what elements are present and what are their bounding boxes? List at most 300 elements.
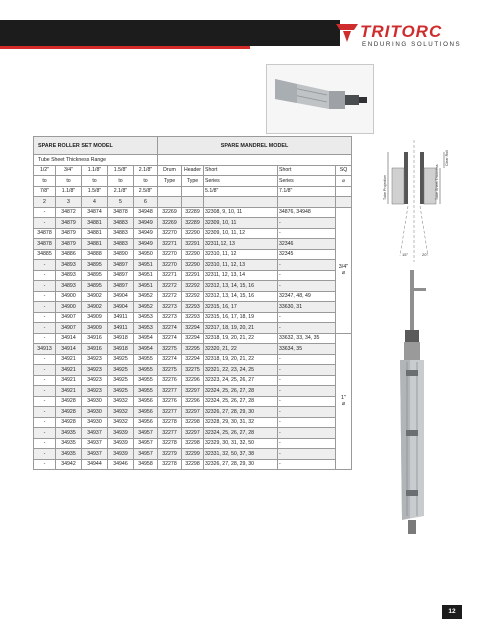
table-cell: -: [278, 438, 336, 449]
table-cell: 32315, 16, 17: [204, 302, 278, 313]
table-cell: 32295: [182, 344, 204, 355]
sq-size-label: 3/4": [338, 264, 349, 270]
table-cell: 34939: [108, 449, 134, 460]
table-cell: 34952: [134, 291, 158, 302]
table-cell: -: [34, 281, 56, 292]
table-row: [34, 218, 352, 229]
table-row: [34, 396, 352, 407]
table-cell: 33630, 31: [278, 302, 336, 313]
table-cell: 32275: [158, 365, 182, 376]
table-cell: 34893: [56, 260, 82, 271]
table-cell: 34900: [56, 302, 82, 313]
table-cell: 32275: [158, 344, 182, 355]
range-start: 1.1/8": [82, 165, 108, 176]
table-cell: 32321, 22, 23, 24, 25: [204, 365, 278, 376]
clear-roll-label: Clear Roll: [445, 150, 449, 166]
table-cell: 34953: [134, 323, 158, 334]
col-number: 5: [108, 197, 134, 208]
table-cell: 34958: [134, 459, 158, 470]
table-cell: 34925: [108, 386, 134, 397]
tube-expander-tool: [374, 270, 450, 538]
table-cell: -: [278, 218, 336, 229]
table-cell: 34939: [108, 428, 134, 439]
table-cell: 34953: [134, 312, 158, 323]
table-cell: 32347, 48, 49: [278, 291, 336, 302]
series-header: Series: [278, 176, 336, 187]
table-cell: 32298: [182, 417, 204, 428]
table-cell: 32318, 19, 20, 21, 22: [204, 333, 278, 344]
short-header: Short: [204, 165, 278, 176]
angle-right-label: 20°: [422, 252, 429, 257]
table-cell: -: [278, 354, 336, 365]
table-cell: 32297: [182, 428, 204, 439]
table-cell: -: [278, 459, 336, 470]
table-cell: -: [34, 333, 56, 344]
table-cell: 32298: [182, 459, 204, 470]
table-cell: 32290: [182, 260, 204, 271]
table-row: [34, 365, 352, 376]
table-row: [34, 312, 352, 323]
type-header: Type: [182, 176, 204, 187]
table-cell: 34932: [108, 407, 134, 418]
mandrel-header-spacer: [158, 155, 352, 166]
table-cell: -: [34, 323, 56, 334]
table-cell: 32274: [158, 354, 182, 365]
table-row: [34, 438, 352, 449]
brand-tagline: ENDURING SOLUTIONS: [362, 41, 462, 48]
table-cell: 34944: [82, 459, 108, 470]
table-cell: -: [34, 260, 56, 271]
table-cell: 34925: [108, 354, 134, 365]
table-cell: 34893: [56, 281, 82, 292]
table-cell: -: [278, 365, 336, 376]
drum-header: Drum: [158, 165, 182, 176]
table-cell: 32272: [158, 291, 182, 302]
table-cell: 32312, 13, 14, 15, 16: [204, 281, 278, 292]
table-cell: 34928: [56, 407, 82, 418]
table-cell: 32289: [182, 218, 204, 229]
table-cell: -: [34, 407, 56, 418]
table-cell: 34954: [134, 333, 158, 344]
table-cell: 34879: [56, 228, 82, 239]
table-cell: 34916: [82, 344, 108, 355]
table-row: [34, 428, 352, 439]
table-cell: -: [34, 291, 56, 302]
table-cell: -: [278, 323, 336, 334]
table-cell: 32276: [158, 375, 182, 386]
table-row: [34, 344, 352, 355]
table-cell: 34921: [56, 386, 82, 397]
table-cell: 34921: [56, 354, 82, 365]
table-row: [34, 207, 352, 218]
header-header: Header: [182, 165, 204, 176]
table-cell: 32290: [182, 228, 204, 239]
table-cell: 32308, 9, 10, 11: [204, 207, 278, 218]
table-cell: 34911: [108, 312, 134, 323]
product-photo: [266, 64, 374, 134]
table-cell: 34876, 34948: [278, 207, 336, 218]
tritorc-logo-icon: [336, 24, 358, 42]
table-cell: 32294: [182, 323, 204, 334]
table-cell: 34872: [56, 207, 82, 218]
spare-mandrel-header: SPARE MANDREL MODEL: [158, 137, 352, 155]
table-cell: 34956: [134, 417, 158, 428]
table-cell: -: [278, 270, 336, 281]
table-row: [34, 333, 352, 344]
table-cell: 32275: [182, 365, 204, 376]
sq-header: SQ: [336, 165, 352, 176]
table-cell: 34902: [82, 291, 108, 302]
table-cell: 34923: [82, 386, 108, 397]
table-cell: 32331, 32, 50, 37, 38: [204, 449, 278, 460]
table-cell: 34886: [56, 249, 82, 260]
table-cell: 34930: [82, 396, 108, 407]
table-cell: 34897: [108, 270, 134, 281]
table-row: [34, 249, 352, 260]
table-cell: 32323, 24, 25, 26, 27: [204, 375, 278, 386]
table-cell: 32269: [158, 218, 182, 229]
table-cell: 32296: [182, 396, 204, 407]
tube-rolling-diagram: [378, 136, 450, 266]
table-cell: -: [34, 302, 56, 313]
table-row: [34, 260, 352, 271]
table-cell: 32320, 21, 22: [204, 344, 278, 355]
range-end: 1.5/8": [82, 186, 108, 197]
sq-size-cell: [336, 333, 352, 470]
table-cell: 34935: [56, 428, 82, 439]
table-cell: 34895: [82, 270, 108, 281]
table-cell: 32324, 25, 26, 27, 28: [204, 386, 278, 397]
table-cell: 32277: [158, 386, 182, 397]
table-cell: 34948: [134, 207, 158, 218]
table-row: [34, 302, 352, 313]
model-table: [33, 136, 352, 470]
tube-expander-photo: [267, 65, 373, 133]
table-cell: 32273: [158, 312, 182, 323]
range-end: 1.1/8": [56, 186, 82, 197]
table-row: [34, 375, 352, 386]
range-to: to: [34, 176, 56, 187]
sq-symbol: ⌀: [336, 176, 352, 187]
table-cell: 32345: [278, 249, 336, 260]
table-cell: 34946: [108, 459, 134, 470]
spare-roller-header: SPARE ROLLER SET MODEL: [34, 137, 158, 155]
range-start: 1.5/8": [108, 165, 134, 176]
series-size: 5.1/8": [204, 186, 278, 197]
table-cell: 34937: [82, 449, 108, 460]
type-header: Type: [158, 176, 182, 187]
table-cell: 34881: [82, 228, 108, 239]
table-cell: 34874: [82, 207, 108, 218]
brand-name: TRITORC: [360, 22, 443, 41]
table-row: [34, 239, 352, 250]
table-cell: 32318, 19, 20, 21, 22: [204, 354, 278, 365]
sq-size-label: 1": [341, 395, 346, 402]
page-number: 12: [442, 605, 462, 619]
table-cell: 32293: [182, 302, 204, 313]
tube-sheet-thickness-label: Tube Sheet Thickness: [435, 164, 439, 200]
table-cell: 34939: [108, 438, 134, 449]
table-cell: 32309, 10, 11, 12: [204, 228, 278, 239]
table-cell: 34935: [56, 438, 82, 449]
table-cell: 34881: [82, 239, 108, 250]
angle-left-label: 15°: [402, 252, 409, 257]
table-cell: 34913: [34, 344, 56, 355]
sq-size-cell: [336, 207, 352, 333]
table-cell: 32293: [182, 312, 204, 323]
table-cell: 34879: [56, 239, 82, 250]
table-cell: 34909: [82, 312, 108, 323]
table-cell: 34942: [56, 459, 82, 470]
table-cell: -: [278, 386, 336, 397]
empty-cell: [336, 186, 352, 197]
table-cell: 32315, 16, 17, 18, 19: [204, 312, 278, 323]
table-cell: 34955: [134, 375, 158, 386]
table-cell: 34955: [134, 354, 158, 365]
range-start: 3/4": [56, 165, 82, 176]
table-cell: 34883: [108, 218, 134, 229]
table-cell: 34937: [82, 438, 108, 449]
table-row: [34, 270, 352, 281]
table-cell: 34921: [56, 375, 82, 386]
table-cell: 32292: [182, 291, 204, 302]
table-cell: 32277: [158, 428, 182, 439]
table-cell: 32271: [158, 239, 182, 250]
table-cell: 32324, 25, 26, 27, 28: [204, 428, 278, 439]
table-cell: -: [278, 312, 336, 323]
table-cell: -: [34, 428, 56, 439]
table-cell: 34897: [108, 260, 134, 271]
table-cell: 32317, 18, 19, 20, 21: [204, 323, 278, 334]
table-cell: 34955: [134, 386, 158, 397]
table-cell: 34918: [108, 344, 134, 355]
empty-cell: [182, 197, 204, 208]
col-number: 2: [34, 197, 56, 208]
table-cell: -: [34, 417, 56, 428]
table-cell: 34957: [134, 449, 158, 460]
table-cell: -: [34, 386, 56, 397]
table-cell: 32278: [158, 417, 182, 428]
table-row: [34, 459, 352, 470]
table-cell: 34955: [134, 365, 158, 376]
table-cell: -: [34, 218, 56, 229]
range-end: 2.1/8": [108, 186, 134, 197]
table-row: [34, 417, 352, 428]
table-cell: 32274: [158, 333, 182, 344]
series-header: Series: [204, 176, 278, 187]
range-to: to: [134, 176, 158, 187]
table-cell: 34916: [82, 333, 108, 344]
table-cell: 32291: [182, 239, 204, 250]
empty-cell: [336, 197, 352, 208]
table-cell: 32324, 25, 26, 27, 28: [204, 396, 278, 407]
table-cell: -: [278, 260, 336, 271]
table-cell: -: [278, 228, 336, 239]
table-cell: 34895: [82, 260, 108, 271]
table-cell: 34950: [134, 249, 158, 260]
table-row: [34, 323, 352, 334]
table-cell: 34932: [108, 396, 134, 407]
table-cell: 32326, 27, 28, 29, 30: [204, 407, 278, 418]
table-cell: 34897: [108, 281, 134, 292]
table-cell: 34925: [108, 375, 134, 386]
table-cell: 34951: [134, 281, 158, 292]
table-cell: 32276: [158, 396, 182, 407]
table-cell: -: [34, 396, 56, 407]
table-cell: 32270: [158, 228, 182, 239]
table-cell: 34949: [134, 218, 158, 229]
range-end: 7/8": [34, 186, 56, 197]
table-cell: 34928: [56, 396, 82, 407]
table-cell: -: [278, 396, 336, 407]
col-number: 3: [56, 197, 82, 208]
table-cell: 32312, 13, 14, 15, 16: [204, 291, 278, 302]
table-cell: 34907: [56, 323, 82, 334]
table-cell: 32277: [158, 407, 182, 418]
table-cell: -: [34, 312, 56, 323]
table-cell: 32291: [182, 270, 204, 281]
table-cell: -: [278, 449, 336, 460]
table-cell: 34949: [134, 239, 158, 250]
table-cell: 32326, 27, 28, 29, 30: [204, 459, 278, 470]
table-cell: 32310, 11, 12, 13: [204, 260, 278, 271]
range-to: to: [82, 176, 108, 187]
table-cell: 32278: [158, 438, 182, 449]
table-cell: 32311, 12, 13, 14: [204, 270, 278, 281]
table-row: [34, 386, 352, 397]
table-cell: 32329, 30, 31, 32, 50: [204, 438, 278, 449]
table-cell: 34909: [82, 323, 108, 334]
table-cell: 34923: [82, 375, 108, 386]
table-row: [34, 228, 352, 239]
table-cell: 32290: [182, 249, 204, 260]
header-bar: [0, 20, 340, 46]
col-number: 6: [134, 197, 158, 208]
table-cell: 32272: [158, 281, 182, 292]
table-cell: 34878: [34, 239, 56, 250]
range-start: 2.1/8": [134, 165, 158, 176]
range-to: to: [108, 176, 134, 187]
table-cell: 32278: [158, 459, 182, 470]
table-cell: -: [34, 207, 56, 218]
table-cell: 34914: [56, 344, 82, 355]
range-start: 1/2": [34, 165, 56, 176]
table-cell: -: [34, 365, 56, 376]
table-cell: 34923: [82, 354, 108, 365]
table-cell: 32271: [158, 270, 182, 281]
empty-cell: [204, 197, 278, 208]
table-cell: 34928: [56, 417, 82, 428]
sq-size-symbol: ⌀: [341, 270, 346, 276]
empty-cell: [158, 186, 182, 197]
table-cell: 32298: [182, 438, 204, 449]
table-cell: 34904: [108, 291, 134, 302]
table-cell: 34956: [134, 407, 158, 418]
table-cell: -: [278, 417, 336, 428]
table-row: [34, 291, 352, 302]
table-cell: 34930: [82, 417, 108, 428]
table-cell: 34957: [134, 428, 158, 439]
table-cell: 34890: [108, 249, 134, 260]
table-cell: -: [34, 438, 56, 449]
table-cell: 32299: [182, 449, 204, 460]
table-cell: 34956: [134, 396, 158, 407]
table-cell: -: [34, 375, 56, 386]
table-cell: 34907: [56, 312, 82, 323]
table-cell: 32270: [158, 260, 182, 271]
empty-cell: [278, 197, 336, 208]
table-cell: 34911: [108, 323, 134, 334]
table-cell: 34954: [134, 344, 158, 355]
table-cell: 34902: [82, 302, 108, 313]
table-cell: -: [34, 449, 56, 460]
table-cell: 32292: [182, 281, 204, 292]
table-cell: 32297: [182, 407, 204, 418]
table-cell: 34932: [108, 417, 134, 428]
table-cell: -: [34, 354, 56, 365]
header-accent-line: [0, 46, 250, 49]
empty-cell: [182, 186, 204, 197]
tube-projection-label: Tube Projection: [383, 174, 387, 200]
table-cell: 34930: [82, 407, 108, 418]
table-row: [34, 407, 352, 418]
tube-sheet-header: Tube Sheet Thickness Range: [34, 155, 158, 166]
table-cell: 34883: [108, 239, 134, 250]
empty-cell: [158, 197, 182, 208]
table-cell: 34878: [108, 207, 134, 218]
table-row: [34, 354, 352, 365]
table-cell: 34885: [34, 249, 56, 260]
table-cell: 32311,12, 13: [204, 239, 278, 250]
series-size: 7.1/8": [278, 186, 336, 197]
table-cell: 32289: [182, 207, 204, 218]
table-cell: 34921: [56, 365, 82, 376]
brand-logo: [336, 22, 466, 52]
table-cell: 33632, 33, 34, 35: [278, 333, 336, 344]
table-cell: 32297: [182, 386, 204, 397]
table-cell: 32296: [182, 375, 204, 386]
table-cell: 32273: [158, 302, 182, 313]
table-cell: 34951: [134, 270, 158, 281]
table-cell: 32294: [182, 354, 204, 365]
short-header: Short: [278, 165, 336, 176]
table-cell: -: [278, 281, 336, 292]
table-cell: -: [34, 270, 56, 281]
table-cell: 34879: [56, 218, 82, 229]
table-cell: 34888: [82, 249, 108, 260]
table-cell: 34925: [108, 365, 134, 376]
table-cell: 34914: [56, 333, 82, 344]
table-cell: 34904: [108, 302, 134, 313]
table-cell: -: [278, 375, 336, 386]
table-cell: 32269: [158, 207, 182, 218]
table-cell: 34881: [82, 218, 108, 229]
table-cell: 32279: [158, 449, 182, 460]
table-cell: 34918: [108, 333, 134, 344]
table-cell: -: [34, 459, 56, 470]
table-cell: 32310, 11, 12: [204, 249, 278, 260]
table-cell: 34900: [56, 291, 82, 302]
sq-size-symbol: ⌀: [341, 401, 346, 408]
table-cell: 32270: [158, 249, 182, 260]
table-cell: 34951: [134, 260, 158, 271]
table-cell: 32294: [182, 333, 204, 344]
table-cell: 34895: [82, 281, 108, 292]
table-cell: 32309, 10, 11: [204, 218, 278, 229]
table-cell: 34935: [56, 449, 82, 460]
table-cell: 34937: [82, 428, 108, 439]
table-cell: 34952: [134, 302, 158, 313]
